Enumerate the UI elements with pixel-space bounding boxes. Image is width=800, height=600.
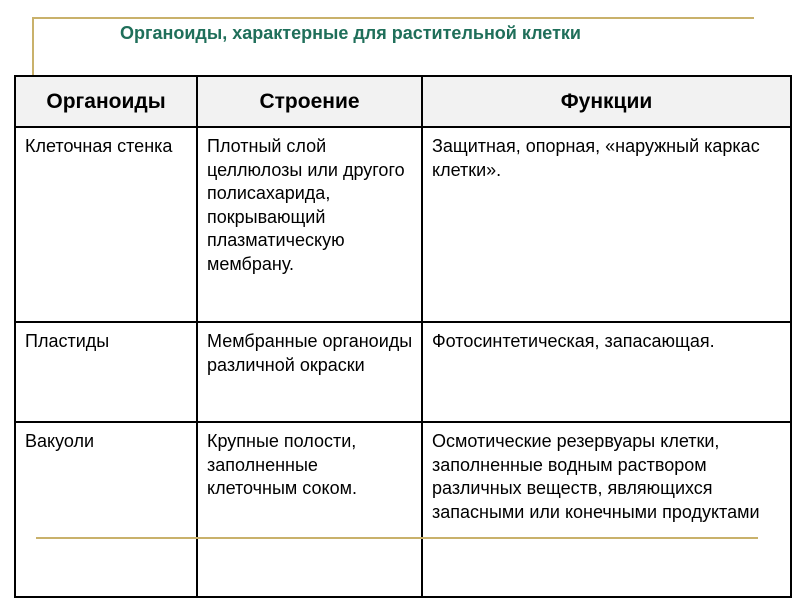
table-row: [15, 127, 791, 322]
structure-cell: Плотный слой целлюлозы или другого полисахарида, покрывающий плазматическую мембрану.: [197, 127, 422, 322]
bottom-decorative-rule: [36, 537, 758, 539]
organoid-name-cell: Клеточная стенка: [15, 127, 197, 322]
header-structure: Строение: [197, 76, 422, 127]
header-functions: Функции: [422, 76, 791, 127]
header-organoids: Органоиды: [15, 76, 197, 127]
functions-cell: Осмотические резервуары клетки, заполненные водным раствором различных веществ, являющихся запасными или конечными продуктами: [422, 422, 791, 597]
table-header-row: [15, 76, 791, 127]
table-row: [15, 422, 791, 597]
functions-cell: Фотосинтетическая, запасающая.: [422, 322, 791, 422]
slide-title: Органоиды, характерные для растительной клетки: [120, 23, 581, 43]
organoids-table: [14, 75, 792, 598]
structure-cell: Крупные полости, заполненные клеточным соком.: [197, 422, 422, 597]
table-row: [15, 322, 791, 422]
organoid-name-cell: Пластиды: [15, 322, 197, 422]
structure-cell: Мембранные органоиды различной окраски: [197, 322, 422, 422]
functions-cell: Защитная, опорная, «наружный каркас клетки».: [422, 127, 791, 322]
left-decorative-rule: [32, 17, 34, 77]
top-decorative-rule: [32, 17, 754, 19]
organoid-name-cell: Вакуоли: [15, 422, 197, 597]
